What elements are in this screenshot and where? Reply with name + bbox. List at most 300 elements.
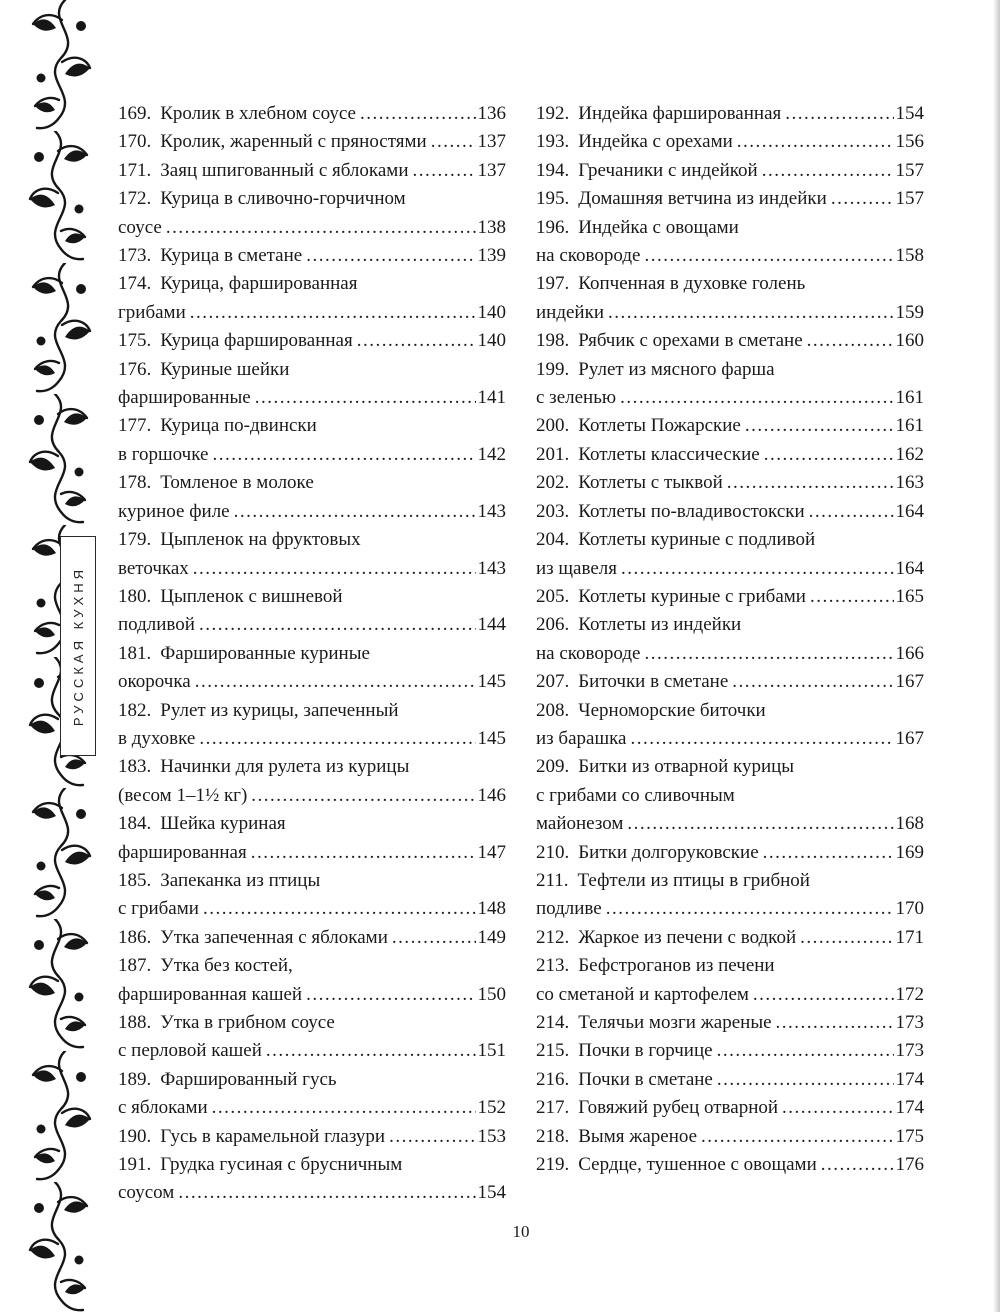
toc-entry-title: Черноморские биточки [578,699,766,721]
toc-entry-title: Битки из отварной курицы [578,756,795,778]
toc-entry [118,924,506,952]
toc-entry-title: Рулет из курицы, запеченный [160,699,399,721]
toc-entry-page: 156 [895,131,924,153]
toc-column-right [536,100,924,1208]
toc-entry-page: 139 [477,245,506,267]
toc-entry-page: 159 [895,301,924,323]
toc-entry-number: 181. [118,642,152,664]
toc-entry [118,1151,506,1208]
toc-entry-title: фаршированная кашей [118,983,303,1005]
toc-entry-title: Котлеты Пожарские [578,415,741,437]
toc-entry-line [536,924,924,952]
toc-entry [118,1123,506,1151]
toc-entry [536,100,924,128]
toc-entry-line [536,640,924,668]
dot-leader [360,100,476,128]
floral-motif-icon [24,0,96,130]
dot-leader [630,725,893,753]
toc-entry-title: Бефстроганов из печени [578,955,775,977]
toc-entry [118,753,506,810]
toc-entry-title: Биточки в сметане [578,671,729,693]
toc-entry-line [536,214,924,242]
toc-entry [536,924,924,952]
toc-entry [118,952,506,1009]
toc-entry [536,157,924,185]
toc-entry [118,128,506,156]
toc-entry-title: Утка без костей, [160,955,293,977]
toc-entry-title: в горшочке [118,443,209,465]
dot-leader [753,981,894,1009]
toc-entry-line [118,214,506,242]
toc-entry-number: 203. [536,500,570,522]
toc-entry [536,412,924,440]
toc-entry-title: Жаркое из печени с водкой [578,926,797,948]
toc-entry-title: окорочка [118,671,191,693]
toc-entry-line [536,299,924,327]
toc-entry-number: 207. [536,671,570,693]
toc-entry-title: Утка запеченная с яблоками [160,926,388,948]
toc-entry-title: Заяц шпигованный с яблоками [160,159,409,181]
toc-entry-line [118,1123,506,1151]
toc-entry [536,214,924,271]
toc-entry-number: 213. [536,955,570,977]
toc-entry-line [536,384,924,412]
toc-entry [536,583,924,611]
dot-leader [212,441,475,469]
toc-entry-page: 173 [895,1040,924,1062]
toc-entry-line [118,640,506,668]
toc-entry [536,356,924,413]
toc-entry-number: 180. [118,585,152,607]
toc-entry [118,697,506,754]
toc-entry [536,839,924,867]
toc-entry [118,157,506,185]
toc-entry-number: 174. [118,273,152,295]
toc-entry-line [536,185,924,213]
dot-leader [644,640,893,668]
toc-entry [536,611,924,668]
toc-entry-line [536,867,924,895]
dot-leader [251,839,476,867]
toc-entry-line [536,1151,924,1179]
toc-entry-title: Цыпленок с вишневой [160,585,343,607]
toc-entry-line [118,981,506,1009]
dot-leader [732,668,893,696]
toc-entry-title: куриное филе [118,500,230,522]
toc-entry-line [536,1094,924,1122]
dot-leader [776,1009,894,1037]
toc-entry-line [536,1123,924,1151]
dot-leader [785,100,893,128]
toc-entry-title: на сковороде [536,245,641,267]
dot-leader [389,1123,475,1151]
toc-entry-number: 197. [536,273,570,295]
toc-entry-page: 140 [477,301,506,323]
toc-entry-title: Начинки для рулета из курицы [160,756,410,778]
toc-entry-number: 204. [536,529,570,551]
toc-entry-page: 153 [477,1125,506,1147]
toc-entry [536,1151,924,1179]
toc-entry-line [536,981,924,1009]
toc-entry [118,185,506,242]
toc-entry-page: 140 [477,330,506,352]
toc-entry-line [118,1179,506,1207]
dot-leader [782,1094,893,1122]
dot-leader [178,1179,475,1207]
toc-entry-page: 167 [895,727,924,749]
toc-entry-page: 147 [477,841,506,863]
dot-leader [431,128,476,156]
toc-entry-line [536,498,924,526]
toc-entry-line [536,839,924,867]
toc-entry [536,469,924,497]
dot-leader [193,555,476,583]
toc-entry-number: 176. [118,358,152,380]
floral-motif-icon [24,394,96,524]
dot-leader [606,895,894,923]
toc-entry-title: Рулет из мясного фарша [578,358,775,380]
toc-entry-line [118,555,506,583]
toc-entry-title: Томленое в молоке [160,472,314,494]
dot-leader [212,1094,476,1122]
toc-entry-title: Курица в сметане [160,245,303,267]
toc-entry [536,1066,924,1094]
toc-entry-title: Сердце, тушенное с овощами [578,1154,817,1176]
dot-leader [627,810,893,838]
toc-entry-title: Котлеты классические [578,443,760,465]
toc-entry [118,242,506,270]
toc-entry-title: Индейка с орехами [578,131,733,153]
floral-motif-icon [24,131,96,261]
toc-entry-number: 206. [536,614,570,636]
floral-motif-icon [24,919,96,1049]
dot-leader [266,1037,476,1065]
toc-entry-title: Домашняя ветчина из индейки [578,188,827,210]
toc-entry-title: Рябчик с орехами в сметане [578,330,803,352]
toc-entry-title: Котлеты с тыквой [578,472,723,494]
toc-entry-number: 199. [536,358,570,380]
toc-entry-page: 157 [895,188,924,210]
toc-entry-line [118,242,506,270]
toc-entry-line [118,469,506,497]
toc-entry-line [118,952,506,980]
toc-entry-title: фаршированные [118,387,251,409]
toc-entry-title: фаршированная [118,841,247,863]
toc-entry-line [536,668,924,696]
toc-entry-page: 172 [895,983,924,1005]
dot-leader [764,441,894,469]
toc-entry-line [118,1151,506,1179]
dot-leader [306,981,475,1009]
floral-motif-icon [24,263,96,393]
dot-leader [763,839,894,867]
toc-entry-number: 193. [536,131,570,153]
toc-entry-page: 145 [477,727,506,749]
toc-entry-title: из барашка [536,727,627,749]
dot-leader [821,1151,894,1179]
toc-entry-line [118,128,506,156]
toc-entry [536,327,924,355]
toc-entry-page: 154 [895,103,924,124]
toc-entry-title: Курица, фаршированная [160,273,358,295]
toc-entry-title: майонезом [536,813,624,835]
toc-entry-line [536,1009,924,1037]
toc-entry-page: 165 [895,585,924,607]
toc-entry-line [118,725,506,753]
toc-entry [536,1009,924,1037]
toc-entry-page: 161 [895,415,924,437]
toc-entry-line [536,356,924,384]
toc-entry-number: 208. [536,699,570,721]
dot-leader [234,498,476,526]
toc-entry-number: 169. [118,103,152,124]
toc-entry [536,441,924,469]
toc-entry [536,498,924,526]
toc-entry-number: 171. [118,159,152,181]
toc-entry [536,867,924,924]
dot-leader [620,384,893,412]
dot-leader [800,924,893,952]
toc-entry-title: индейки [536,301,605,323]
toc-entry-number: 214. [536,1012,570,1033]
toc-entry [118,640,506,697]
toc-entry [536,668,924,696]
toc-entry-line [536,725,924,753]
toc-entry-line [118,1066,506,1094]
dot-leader [203,895,476,923]
toc-entry-title: Котлеты из индейки [578,614,742,636]
toc-entry [118,1066,506,1123]
toc-entry-number: 196. [536,216,570,238]
toc-entry-title: Гусь в карамельной глазури [160,1125,386,1147]
toc-entry-title: Утка в грибном соусе [160,1012,335,1033]
toc-entry [536,1094,924,1122]
dot-leader [727,469,894,497]
toc-entry [536,1123,924,1151]
toc-entry [118,867,506,924]
toc-entry-line [118,583,506,611]
toc-entry-number: 188. [118,1012,152,1033]
toc-entry-line [536,555,924,583]
toc-entry-title: (весом 1–1½ кг) [118,784,248,806]
toc-entry [118,356,506,413]
toc-entry-title: Битки долгоруковские [578,841,759,863]
dot-leader [762,157,894,185]
toc-entry [536,128,924,156]
toc-entry-number: 189. [118,1068,152,1090]
toc-entry-title: веточках [118,557,189,579]
toc-entry-page: 174 [895,1068,924,1090]
toc-entry-line [118,697,506,725]
table-of-contents [118,100,924,1208]
toc-entry-number: 198. [536,330,570,352]
toc-entry-page: 158 [895,245,924,267]
toc-entry [118,327,506,355]
toc-entry [118,583,506,640]
toc-entry-title: Цыпленок на фруктовых [160,529,361,551]
toc-entry-line [118,1094,506,1122]
toc-entry-title: грибами [118,301,186,323]
toc-entry-page: 164 [895,500,924,522]
toc-entry-title: Шейка куриная [160,813,286,835]
toc-entry-title: Гречаники с индейкой [578,159,758,181]
toc-entry-number: 202. [536,472,570,494]
toc-entry [536,697,924,754]
toc-entry-line [118,753,506,781]
toc-entry-number: 215. [536,1040,570,1062]
toc-entry-page: 174 [895,1097,924,1119]
toc-entry-title: Почки в сметане [578,1068,713,1090]
toc-entry-line [536,782,924,810]
toc-entry-page: 168 [895,813,924,835]
toc-entry-number: 170. [118,131,152,153]
toc-entry-number: 212. [536,926,570,948]
toc-entry-title: подливе [536,898,602,920]
toc-entry-page: 149 [477,926,506,948]
toc-entry-line [118,100,506,128]
toc-entry-line [536,611,924,639]
toc-entry-page: 167 [895,671,924,693]
dot-leader [701,1123,893,1151]
toc-entry-line [118,356,506,384]
toc-entry-line [536,1066,924,1094]
toc-entry-number: 219. [536,1154,570,1176]
toc-entry-title: соусе [118,216,162,238]
toc-entry-title: Говяжий рубец отварной [578,1097,779,1119]
toc-entry-title: Почки в горчице [578,1040,713,1062]
dot-leader [717,1066,894,1094]
toc-entry-page: 154 [477,1182,506,1204]
toc-entry-number: 177. [118,415,152,437]
dot-leader [251,782,475,810]
dot-leader [392,924,476,952]
toc-entry-page: 144 [477,614,506,636]
toc-entry-page: 136 [477,103,506,124]
toc-entry-title: Котлеты по-владивостокски [578,500,805,522]
toc-entry-line [118,839,506,867]
toc-entry-title: Куриные шейки [160,358,290,380]
toc-entry-title: Индейка с овощами [578,216,739,238]
toc-entry-title: с грибами [118,898,199,920]
dot-leader [199,611,476,639]
dot-leader [608,299,893,327]
toc-entry-page: 150 [477,983,506,1005]
toc-entry-title: с яблоками [118,1097,208,1119]
dot-leader [357,327,476,355]
toc-entry-page: 137 [477,159,506,181]
toc-entry-number: 186. [118,926,152,948]
toc-entry-title: Кролик, жаренный с пряностями [160,131,427,153]
toc-entry-line [536,583,924,611]
toc-entry-line [118,782,506,810]
toc-entry-page: 143 [477,557,506,579]
toc-entry-page: 169 [895,841,924,863]
page-edge-shadow [993,0,1000,1312]
toc-entry [536,753,924,838]
toc-entry-title: из щавеля [536,557,618,579]
toc-entry [118,412,506,469]
toc-entry [536,270,924,327]
toc-entry-number: 205. [536,585,570,607]
toc-entry-title: Котлеты куриные с грибами [578,585,806,607]
toc-entry-line [536,242,924,270]
toc-entry [118,100,506,128]
toc-entry-title: Вымя жареное [578,1125,698,1147]
toc-entry-title: в духовке [118,727,196,749]
toc-entry-line [536,697,924,725]
toc-entry-line [118,895,506,923]
toc-entry-title: с зеленью [536,387,617,409]
toc-entry-number: 182. [118,699,152,721]
toc-entry-title: на сковороде [536,642,641,664]
toc-entry-title: Курица в сливочно-горчичном [160,188,406,210]
toc-entry-page: 152 [477,1097,506,1119]
toc-entry [118,810,506,867]
toc-entry-number: 179. [118,529,152,551]
toc-entry-number: 187. [118,955,152,977]
toc-entry-number: 211. [536,869,569,891]
toc-entry-number: 184. [118,813,152,835]
dot-leader [745,412,894,440]
toc-entry-page: 173 [895,1012,924,1033]
toc-entry-number: 194. [536,159,570,181]
toc-entry-page: 160 [895,330,924,352]
toc-entry-page: 157 [895,159,924,181]
toc-entry-number: 172. [118,188,152,210]
toc-entry-page: 164 [895,557,924,579]
toc-entry [536,526,924,583]
toc-entry-line [118,924,506,952]
toc-entry-page: 142 [477,443,506,465]
toc-entry-title: Индейка фаршированная [578,103,782,124]
toc-entry-title: Телячьи мозги жареные [578,1012,772,1033]
toc-entry-number: 185. [118,869,152,891]
toc-entry-number: 218. [536,1125,570,1147]
toc-entry-number: 178. [118,472,152,494]
dot-leader [737,128,894,156]
dot-leader [717,1037,894,1065]
page-number: 10 [512,1222,530,1241]
toc-entry-number: 173. [118,245,152,267]
toc-entry [536,185,924,213]
toc-entry-title: Кролик в хлебном соусе [160,103,356,124]
dot-leader [621,555,893,583]
toc-entry-page: 146 [477,784,506,806]
toc-entry-line [118,412,506,440]
section-label-box [60,536,96,756]
toc-entry-number: 210. [536,841,570,863]
toc-entry-page: 148 [477,898,506,920]
toc-entry-title: с перловой кашей [118,1040,262,1062]
toc-entry-line [536,270,924,298]
toc-entry-number: 217. [536,1097,570,1119]
toc-entry [118,1009,506,1066]
toc-entry-line [536,810,924,838]
dot-leader [306,242,475,270]
toc-entry-line [118,526,506,554]
dot-leader [195,668,476,696]
toc-entry-line [118,441,506,469]
toc-entry [118,526,506,583]
toc-entry-line [118,867,506,895]
toc-entry-number: 201. [536,443,570,465]
toc-entry-number: 200. [536,415,570,437]
toc-entry-page: 151 [477,1040,506,1062]
toc-entry-title: подливой [118,614,195,636]
toc-entry-line [118,157,506,185]
toc-entry-line [536,157,924,185]
toc-entry-number: 190. [118,1125,152,1147]
